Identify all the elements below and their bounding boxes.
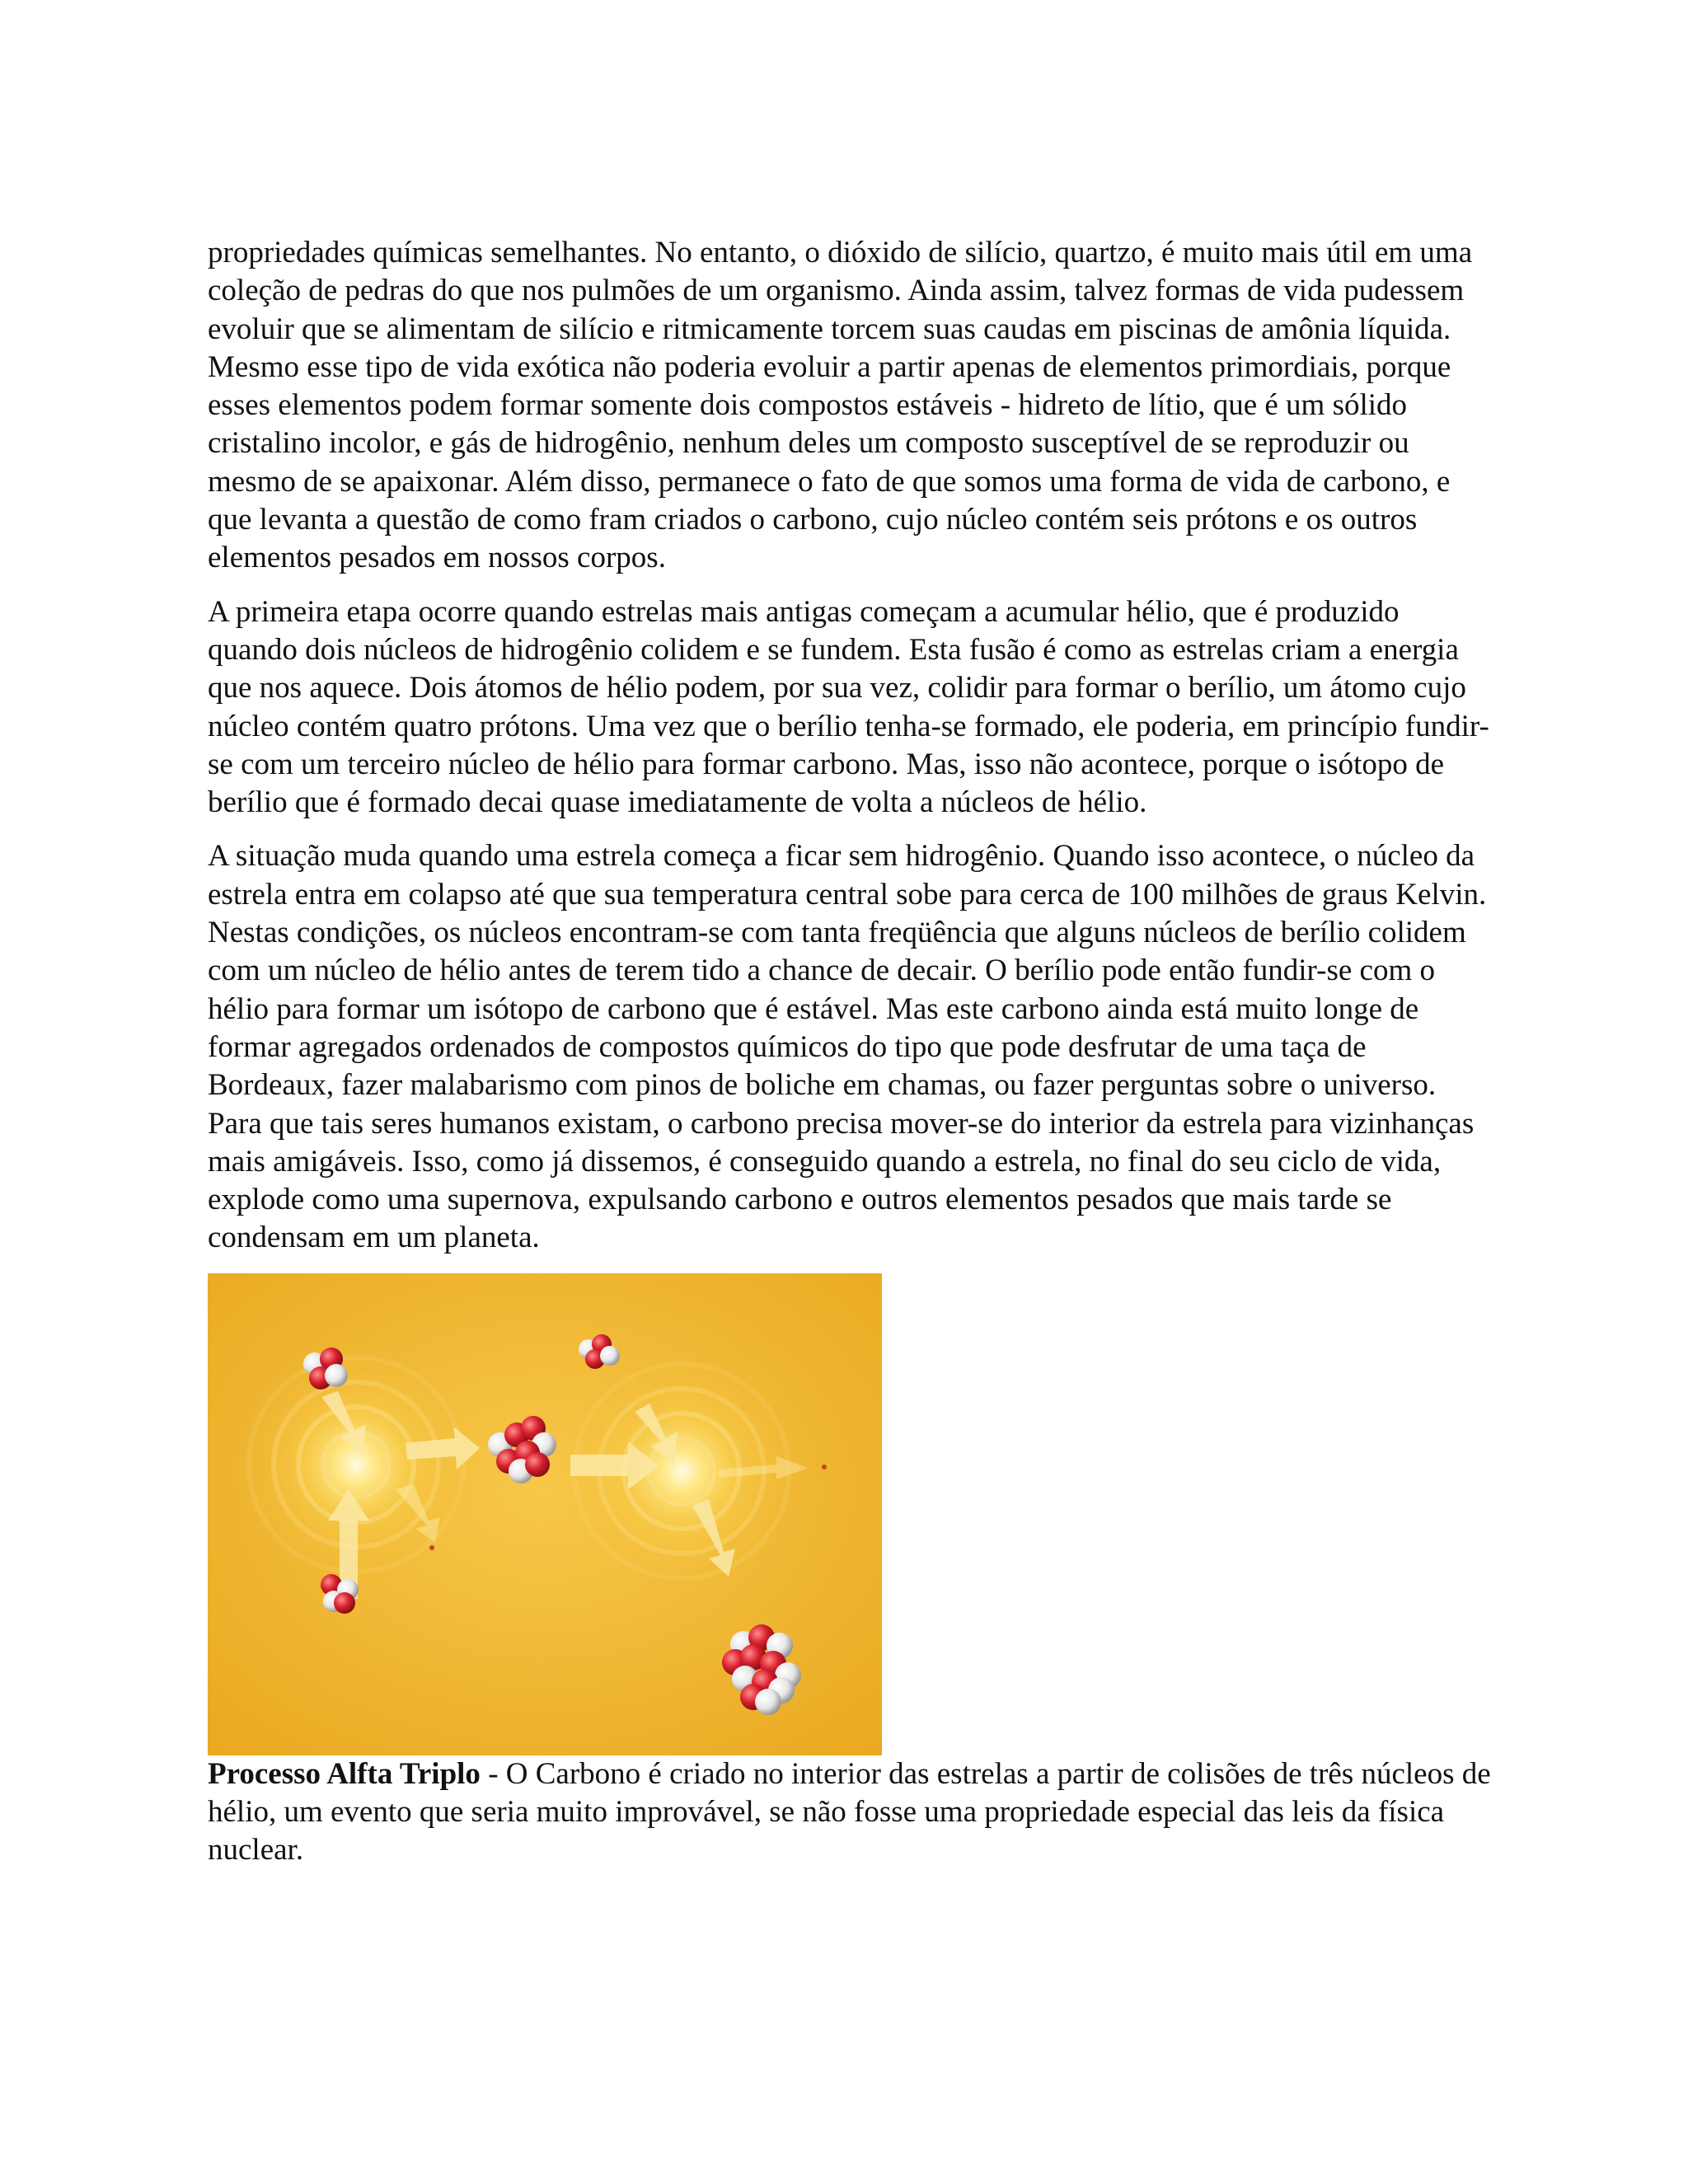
caption-text: - O Carbono é criado no interior das estrelas a partir de colisões de três núcleos de hélio, um evento que seria muito improvável, se não fosse uma propriedade especial das leis da física nuclear. [208, 1756, 1491, 1868]
emitted-particle-right [822, 1465, 827, 1469]
caption-title: Processo Alfta Triplo [208, 1756, 481, 1791]
figure-caption [208, 1755, 1493, 1870]
paragraph-3: A situação muda quando uma estrela começa a ficar sem hidrogênio. Quando isso acontece, o núcleo da estrela entra em colapso até que sua temperatura central sobe para cerca de 100 milhões de graus Kelvin. Nestas condições, os núcleos encontram-se com tanta freqüência que alguns núcleos de berílio colidem com um núcleo de hélio antes de terem tido a chance de decair. O berílio pode então fundir-se com o hélio para formar um isótopo de carbono que é estável. Mas este carbono ainda está muito longe de formar agregados ordenados de compostos químicos do tipo que pode desfrutar de uma taça de Bordeaux, fazer malabarismo com pinos de boliche em chamas, ou fazer perguntas sobre o universo. Para que tais seres humanos existam, o carbono precisa mover-se do interior da estrela para vizinhanças mais amigáveis. Isso, como já dissemos, é conseguido quando a estrela, no final do seu ciclo de vida, explode como uma supernova, expulsando carbono e outros elementos pesados que mais tarde se condensam em um planeta. [208, 839, 1487, 1255]
triple-alpha-illustration [208, 1273, 882, 1755]
document-page [208, 234, 1493, 1886]
paragraph-2: A primeira etapa ocorre quando estrelas mais antigas começam a acumular hélio, que é produzido quando dois núcleos de hidrogênio colidem e se fundem. Esta fusão é como as estrelas criam a energia que nos aquece. Dois átomos de hélio podem, por sua vez, colidir para formar o berílio, um átomo cujo núcleo contém quatro prótons. Uma vez que o berílio tenha-se formado, ele poderia, em princípio fundir-se com um terceiro núcleo de hélio para formar carbono. Mas, isso não acontece, porque o isótopo de berílio que é formado decai quase imediatamente de volta a núcleos de hélio. [208, 594, 1489, 820]
emitted-particle-left [429, 1545, 434, 1550]
paragraph-1: propriedades químicas semelhantes. No entanto, o dióxido de silício, quartzo, é muito mais útil em uma coleção de pedras do que nos pulmões de um organismo. Ainda assim, talvez formas de vida pudessem evoluir que se alimentam de silício e ritmicamente torcem suas caudas em piscinas de amônia líquida. Mesmo esse tipo de vida exótica não poderia evoluir a partir apenas de elementos primordiais, porque esses elementos podem formar somente dois compostos estáveis - hidreto de lítio, que é um sólido cristalino incolor, e gás de hidrogênio, nenhum deles um composto susceptível de se reproduzir ou mesmo de se apaixonar. Além disso, permanece o fato de que somos uma forma de vida de carbono, e que levanta a questão de como fram criados o carbono, cujo núcleo contém seis prótons e os outros elementos pesados em nossos corpos. [208, 236, 1473, 575]
